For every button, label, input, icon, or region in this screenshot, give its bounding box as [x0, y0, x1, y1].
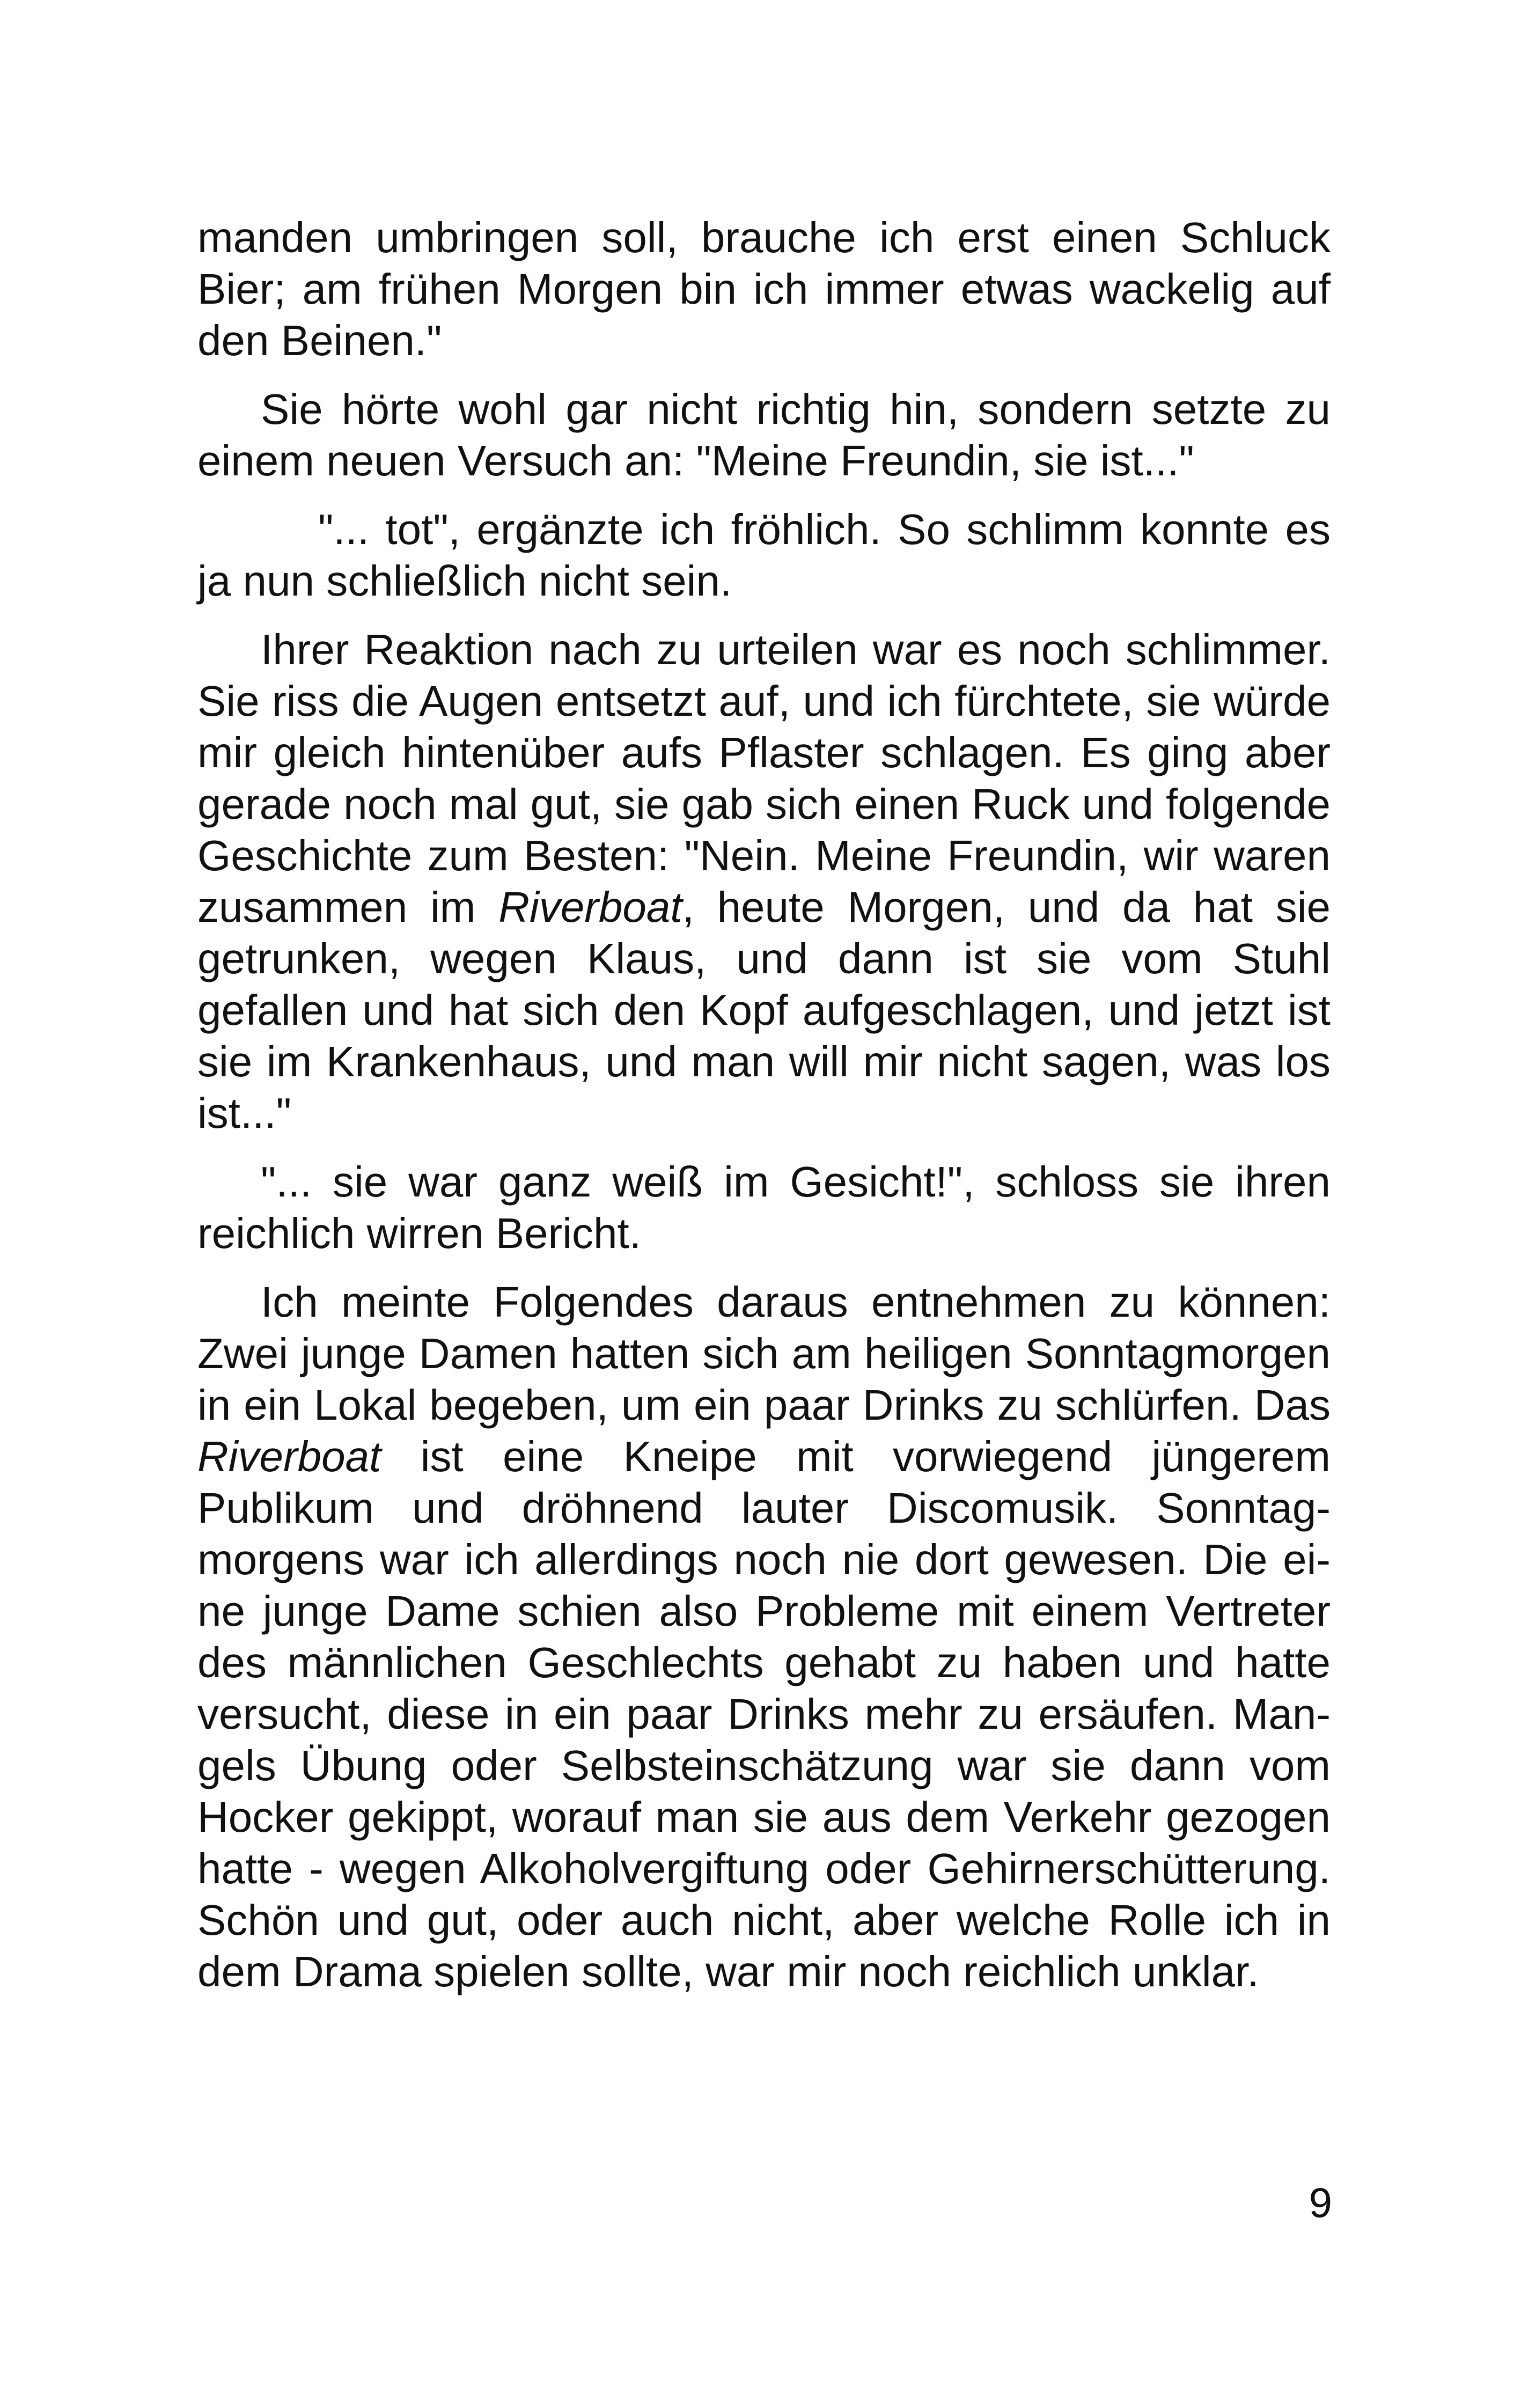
- paragraph-text: Sie hörte wohl gar nicht richtig hin, sondern setzte zu einem neuen Versuch an: "Meine Freundin, sie ist...": [197, 385, 1331, 484]
- paragraph-text: manden umbringen soll, brauche ich erst einen Schluck Bier; am frühen Morgen bin ich immer etwas wackelig auf den Beinen.": [197, 214, 1331, 364]
- paragraph-6: [197, 1276, 1331, 1998]
- paragraph-text: ist eine Kneipe mit vorwiegend jüngerem Publikum und dröhnend lauter Discomusik. Sonntagmorgens war ich allerdings noch nie dort gewesen. Die eine junge Dame schien also Probleme mit einem Vertreter des männlichen Geschlechts gehabt zu haben und hatte versucht, diese in ein paar Drinks mehr zu ersäufen. Mangels Übung oder Selbsteinschätzung war sie dann vom Hocker gekippt, worauf man sie aus dem Verkehr gezogen hatte - wegen Alkoholvergiftung oder Gehirnerschütterung. Schön und gut, oder auch nicht, aber welche Rolle ich in dem Drama spielen sollte, war mir noch reichlich unklar.: [197, 1433, 1331, 1995]
- page-number: 9: [1309, 2179, 1332, 2226]
- paragraph-1: [197, 212, 1331, 366]
- paragraph-2: [197, 384, 1331, 487]
- paragraph-text: "... tot", ergänzte ich fröhlich. So schlimm konnte es ja nun schließlich nicht sein.: [197, 505, 1331, 605]
- paragraph-5: [197, 1156, 1331, 1259]
- paragraph-text: , heute Morgen, und da hat sie getrunken, wegen Klaus, und dann ist sie vom Stuhl gefallen und hat sich den Kopf aufgeschlagen, und jetzt ist sie im Krankenhaus, und man will mir nicht sagen, was los ist...": [197, 883, 1331, 1137]
- paragraph-4: [197, 624, 1331, 1139]
- paragraph-text: Ihrer Reaktion nach zu urteilen war es noch schlimmer. Sie riss die Augen entsetzt auf, und ich fürchtete, sie würde mir gleich hintenüber aufs Pflaster schlagen. Es ging aber gerade noch mal gut, sie gab sich einen Ruck und folgende Geschichte zum Besten: "Nein. Meine Freundin, wir waren zusammen im: [197, 626, 1331, 931]
- paragraph-text: "... sie war ganz weiß im Gesicht!", schloss sie ihren reichlich wirren Bericht.: [197, 1158, 1331, 1257]
- italic-title: Riverboat: [197, 1433, 381, 1480]
- italic-title: Riverboat: [498, 883, 682, 931]
- paragraph-text: Ich meinte Folgendes daraus entnehmen zu können: Zwei junge Damen hatten sich am heiligen Sonntagmorgen in ein Lokal begeben, um ein paar Drinks zu schlürfen. Das: [197, 1278, 1331, 1429]
- paragraph-3: [197, 504, 1331, 607]
- body-text: [197, 212, 1331, 2015]
